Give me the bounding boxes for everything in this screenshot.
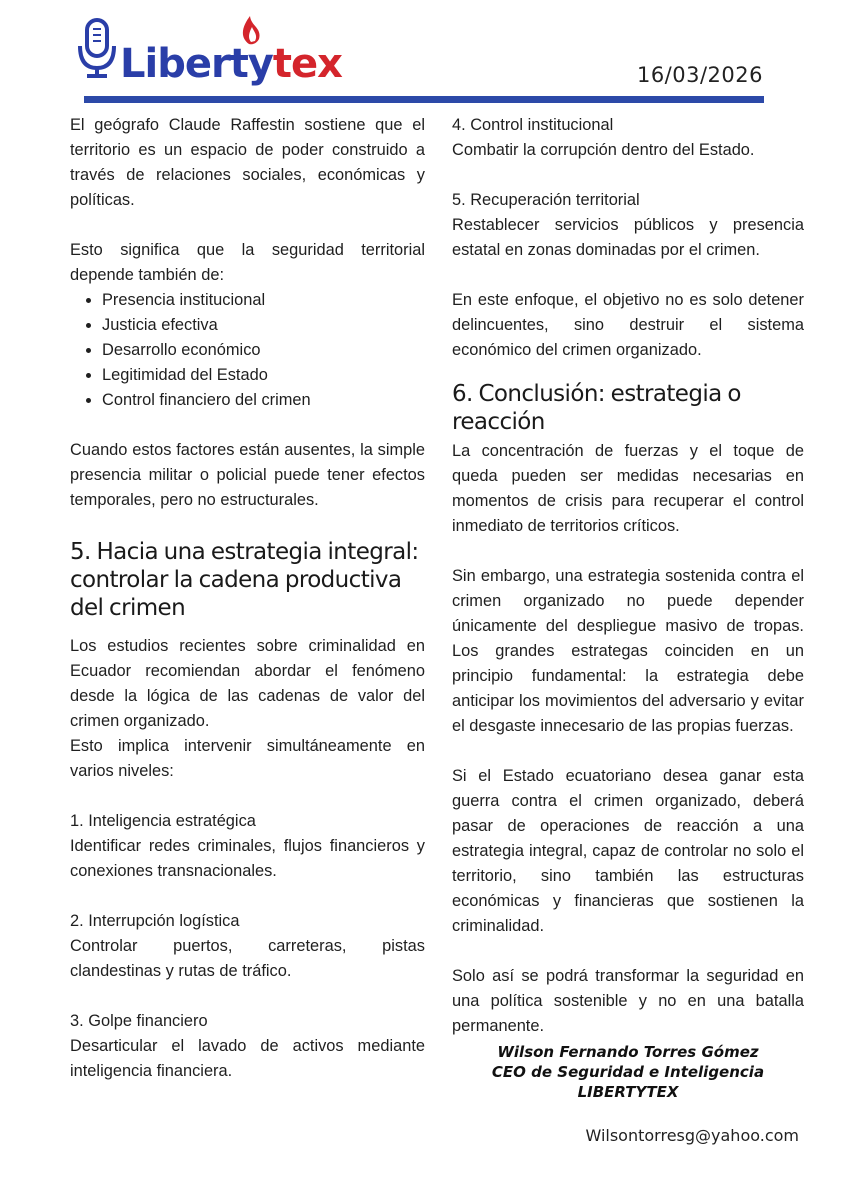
signature-block [452, 1042, 804, 1102]
list-item: • Control financiero del crimen [102, 388, 425, 413]
list-item: • Justicia efectiva [102, 313, 425, 338]
paragraph-estado-ecuatoriano: Si el Estado ecuatoriano desea ganar esta guerra contra el crimen organizado, deberá pasar de operaciones de reacción a una estrategia integral, capaz de controlar no solo el territorio, sino también las estructuras económicas y financieras que sostienen la criminalidad. [452, 767, 804, 935]
paragraph-sin-embargo: Sin embargo, una estrategia sostenida contra el crimen organizado no puede depender únicamente del despliegue masivo de tropas. Los grandes estrategas coinciden en un principio fundamental: la estrategia debe anticipar los movimientos del adversario y evitar el desgaste innecesario de las propias fuerzas. [452, 567, 804, 735]
list-item: • Legitimidad del Estado [102, 363, 425, 388]
author-email: Wilsontorresg@yahoo.com [585, 1126, 799, 1145]
paragraph-raffestin: El geógrafo Claude Raffestin sostiene que el territorio es un espacio de poder construido a través de relaciones sociales, económicas y políticas. [70, 116, 425, 209]
signature-name: Wilson Fernando Torres Gómez [497, 1043, 759, 1061]
level-item [452, 113, 804, 163]
factors-list [70, 288, 425, 413]
paragraph-concentracion: La concentración de fuerzas y el toque de queda pueden ser medidas necesarias en momentos de crisis para recuperar el control inmediato de territorios críticos. [452, 442, 804, 535]
header-divider [84, 96, 764, 103]
level-item-text: Controlar puertos, carreteras, pistas clandestinas y rutas de tráfico. [70, 937, 425, 980]
right-column [452, 113, 804, 1064]
brand-logo [78, 14, 342, 90]
level-item [452, 188, 804, 263]
signature-role: CEO de Seguridad e Inteligencia [491, 1063, 765, 1081]
level-item-title: 4. Control institucional [452, 116, 614, 134]
left-column [70, 113, 425, 1109]
brand-wordmark [120, 41, 342, 87]
level-item [70, 909, 425, 984]
section-6-heading: 6. Conclusión: estrategia o reacción [452, 381, 741, 435]
document-date: 16/03/2026 [636, 63, 763, 87]
level-item-title: 3. Golpe financiero [70, 1012, 208, 1030]
paragraph-enfoque: En este enfoque, el objetivo no es solo detener delincuentes, sino destruir el sistema económico del crimen organizado. [452, 291, 804, 359]
level-item-title: 5. Recuperación territorial [452, 191, 640, 209]
level-item [70, 809, 425, 884]
level-item-title: 1. Inteligencia estratégica [70, 812, 256, 830]
level-item-text: Desarticular el lavado de activos mediante inteligencia financiera. [70, 1037, 425, 1080]
level-item [70, 1009, 425, 1084]
brand-wordmark-tex: tex [272, 41, 342, 87]
paragraph-seguridad-territorial: Esto significa que la seguridad territorial depende también de: [70, 241, 425, 284]
section-5-heading: 5. Hacia una estrategia integral: controlar la cadena productiva del crimen [70, 539, 419, 621]
level-item-text: Combatir la corrupción dentro del Estado. [452, 141, 755, 159]
paragraph-factores-ausentes: Cuando estos factores están ausentes, la simple presencia militar o policial puede tener efectos temporales, pero no estructurales. [70, 441, 425, 509]
paragraph-niveles: Esto implica intervenir simultáneamente en varios niveles: [70, 737, 425, 780]
level-item-title: 2. Interrupción logística [70, 912, 240, 930]
brand-wordmark-liberty: Liberty [120, 41, 273, 87]
list-item: • Desarrollo económico [102, 338, 425, 363]
level-item-text: Restablecer servicios públicos y presencia estatal en zonas dominadas por el crimen. [452, 216, 804, 259]
signature-org: LIBERTYTEX [577, 1083, 679, 1101]
paragraph-solo-asi: Solo así se podrá transformar la seguridad en una política sostenible y no en una batalla permanente. [452, 967, 804, 1035]
list-item: • Presencia institucional [102, 288, 425, 313]
paragraph-estudios-recientes: Los estudios recientes sobre criminalidad en Ecuador recomiendan abordar el fenómeno desde la lógica de las cadenas de valor del crimen organizado. [70, 637, 425, 730]
level-item-text: Identificar redes criminales, flujos financieros y conexiones transnacionales. [70, 837, 425, 880]
